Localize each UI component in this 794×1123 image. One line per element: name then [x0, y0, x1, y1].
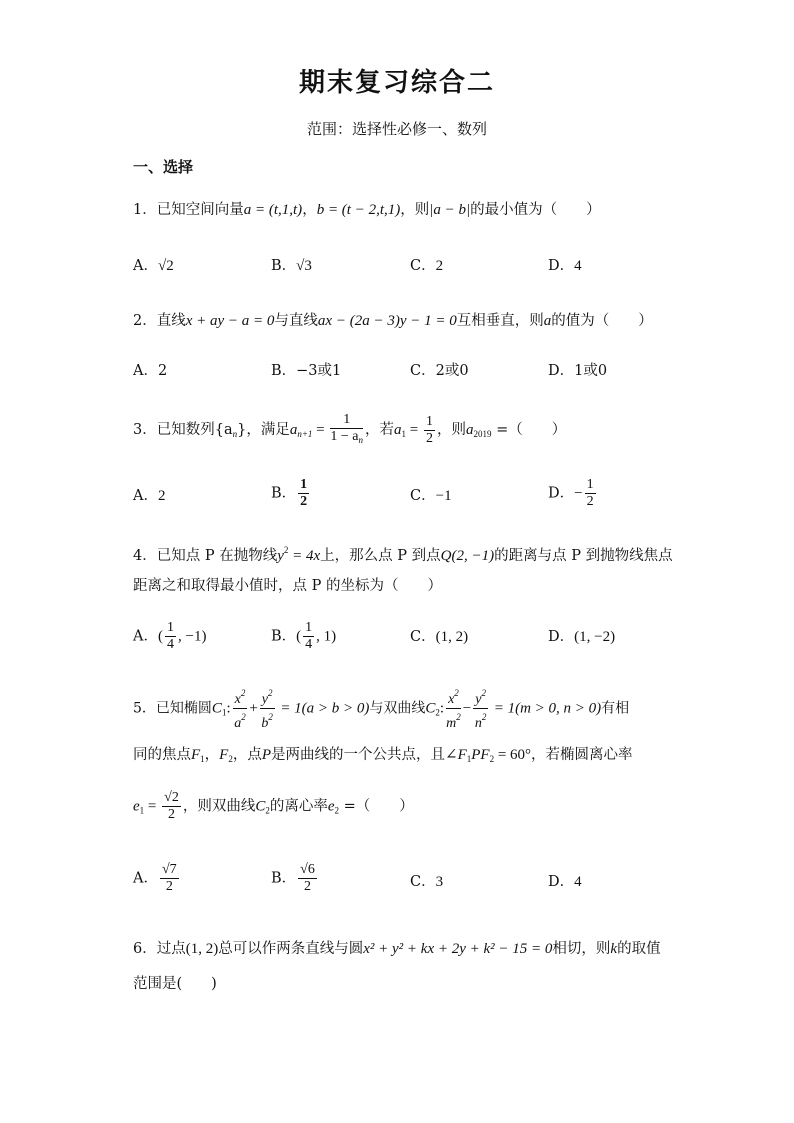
section-heading: 一、选择 [133, 158, 194, 176]
question-6-stem-line-1: 6．过点(1, 2)总可以作两条直线与圆x² + y² + kx + 2y + k² − 15 = 0相切，则k的取值 [133, 941, 661, 957]
question-4-stem-line-2: 距离之和取得最小值时，点 P 的坐标为（ ） [133, 578, 442, 594]
question-2-stem: 2．直线x + ay − a = 0与直线ax − (2a − 3)y − 1 = 0互相垂直，则a的值为（ ） [133, 313, 653, 329]
question-4-option-d: D．(1, −2) [548, 629, 616, 645]
question-2-option-b: B．−3或1 [271, 363, 342, 379]
question-3-option-c: C．−1 [410, 488, 452, 504]
question-3-stem: 3．已知数列$\{a_n\}$，满足$a_{n+1}$ = $\frac{1}{1 - a_n}$ ，若$a_1$ = $\frac{1}{2}$ ，则$a_{2019}$ =（ ） [133, 412, 567, 446]
question-2-option-a: A．2 [133, 363, 168, 379]
question-1-option-d: D．4 [548, 258, 582, 274]
question-3-option-d: D．− $\frac{1}{2}$ [548, 477, 594, 509]
question-1-option-b: B．√3 [271, 258, 312, 274]
question-2-option-d: D．1或0 [548, 363, 608, 379]
question-5-option-d: D．4 [548, 874, 582, 890]
question-4-option-a: A．( $\frac{1}{4}$ , −1) [133, 620, 207, 652]
page-subtitle: 范围：选择性必修一、数列 [306, 120, 487, 138]
question-5-stem-line-3: $e_1$ = $\frac{√2}{2}$ ，则双曲线$C_2$的离心率$e_2$ =（ ） [133, 790, 414, 822]
question-5-option-c: C．3 [410, 874, 444, 890]
question-3-option-b: B． $\frac{1}{2}$ [271, 477, 308, 509]
question-4-stem-line-1: 4．已知点 P 在抛物线$y^2 = 4x$上，那么点 P 到点Q(2, −1)的距离与点 P 到抛物线焦点 [133, 545, 673, 564]
question-4-option-b: B．( $\frac{1}{4}$ , 1) [271, 620, 337, 652]
question-5-option-a: A． $\frac{√7}{2}$ [133, 862, 177, 894]
question-2-option-c: C．2或0 [410, 363, 469, 379]
question-3-option-a: A．2 [133, 488, 166, 504]
question-5-stem-line-2: 同的焦点$F_1$，$F_2$，点P是两曲线的一个公共点，且$\angle F_1PF_2 = 60^\circ$，若椭圆离心率 [133, 747, 633, 764]
question-5-stem-line-1: 5．已知椭圆$C_1$: $\frac{x^2}{a^2}$ + $\frac{y^2}{b^2}$ = 1(a > b > 0)与双曲线$C_2$: $\frac{x^2}{m^2}$ − $\frac{y^2}{n^2}$ = 1(m > 0, n > 0)有相 [133, 685, 629, 732]
question-1-stem: 1．已知空间向量a = (t,1,t)，b = (t − 2,t,1)，则|a − b|的最小值为（ ） [133, 202, 601, 218]
question-6-stem-line-2: 范围是( ) [133, 976, 217, 992]
question-4-option-c: C．(1, 2) [410, 629, 469, 645]
question-1-option-c: C．2 [410, 258, 444, 274]
question-5-option-b: B． $\frac{√6}{2}$ [271, 862, 315, 894]
page-title: 期末复习综合二 [298, 68, 495, 98]
question-1-option-a: A．√2 [133, 258, 174, 274]
